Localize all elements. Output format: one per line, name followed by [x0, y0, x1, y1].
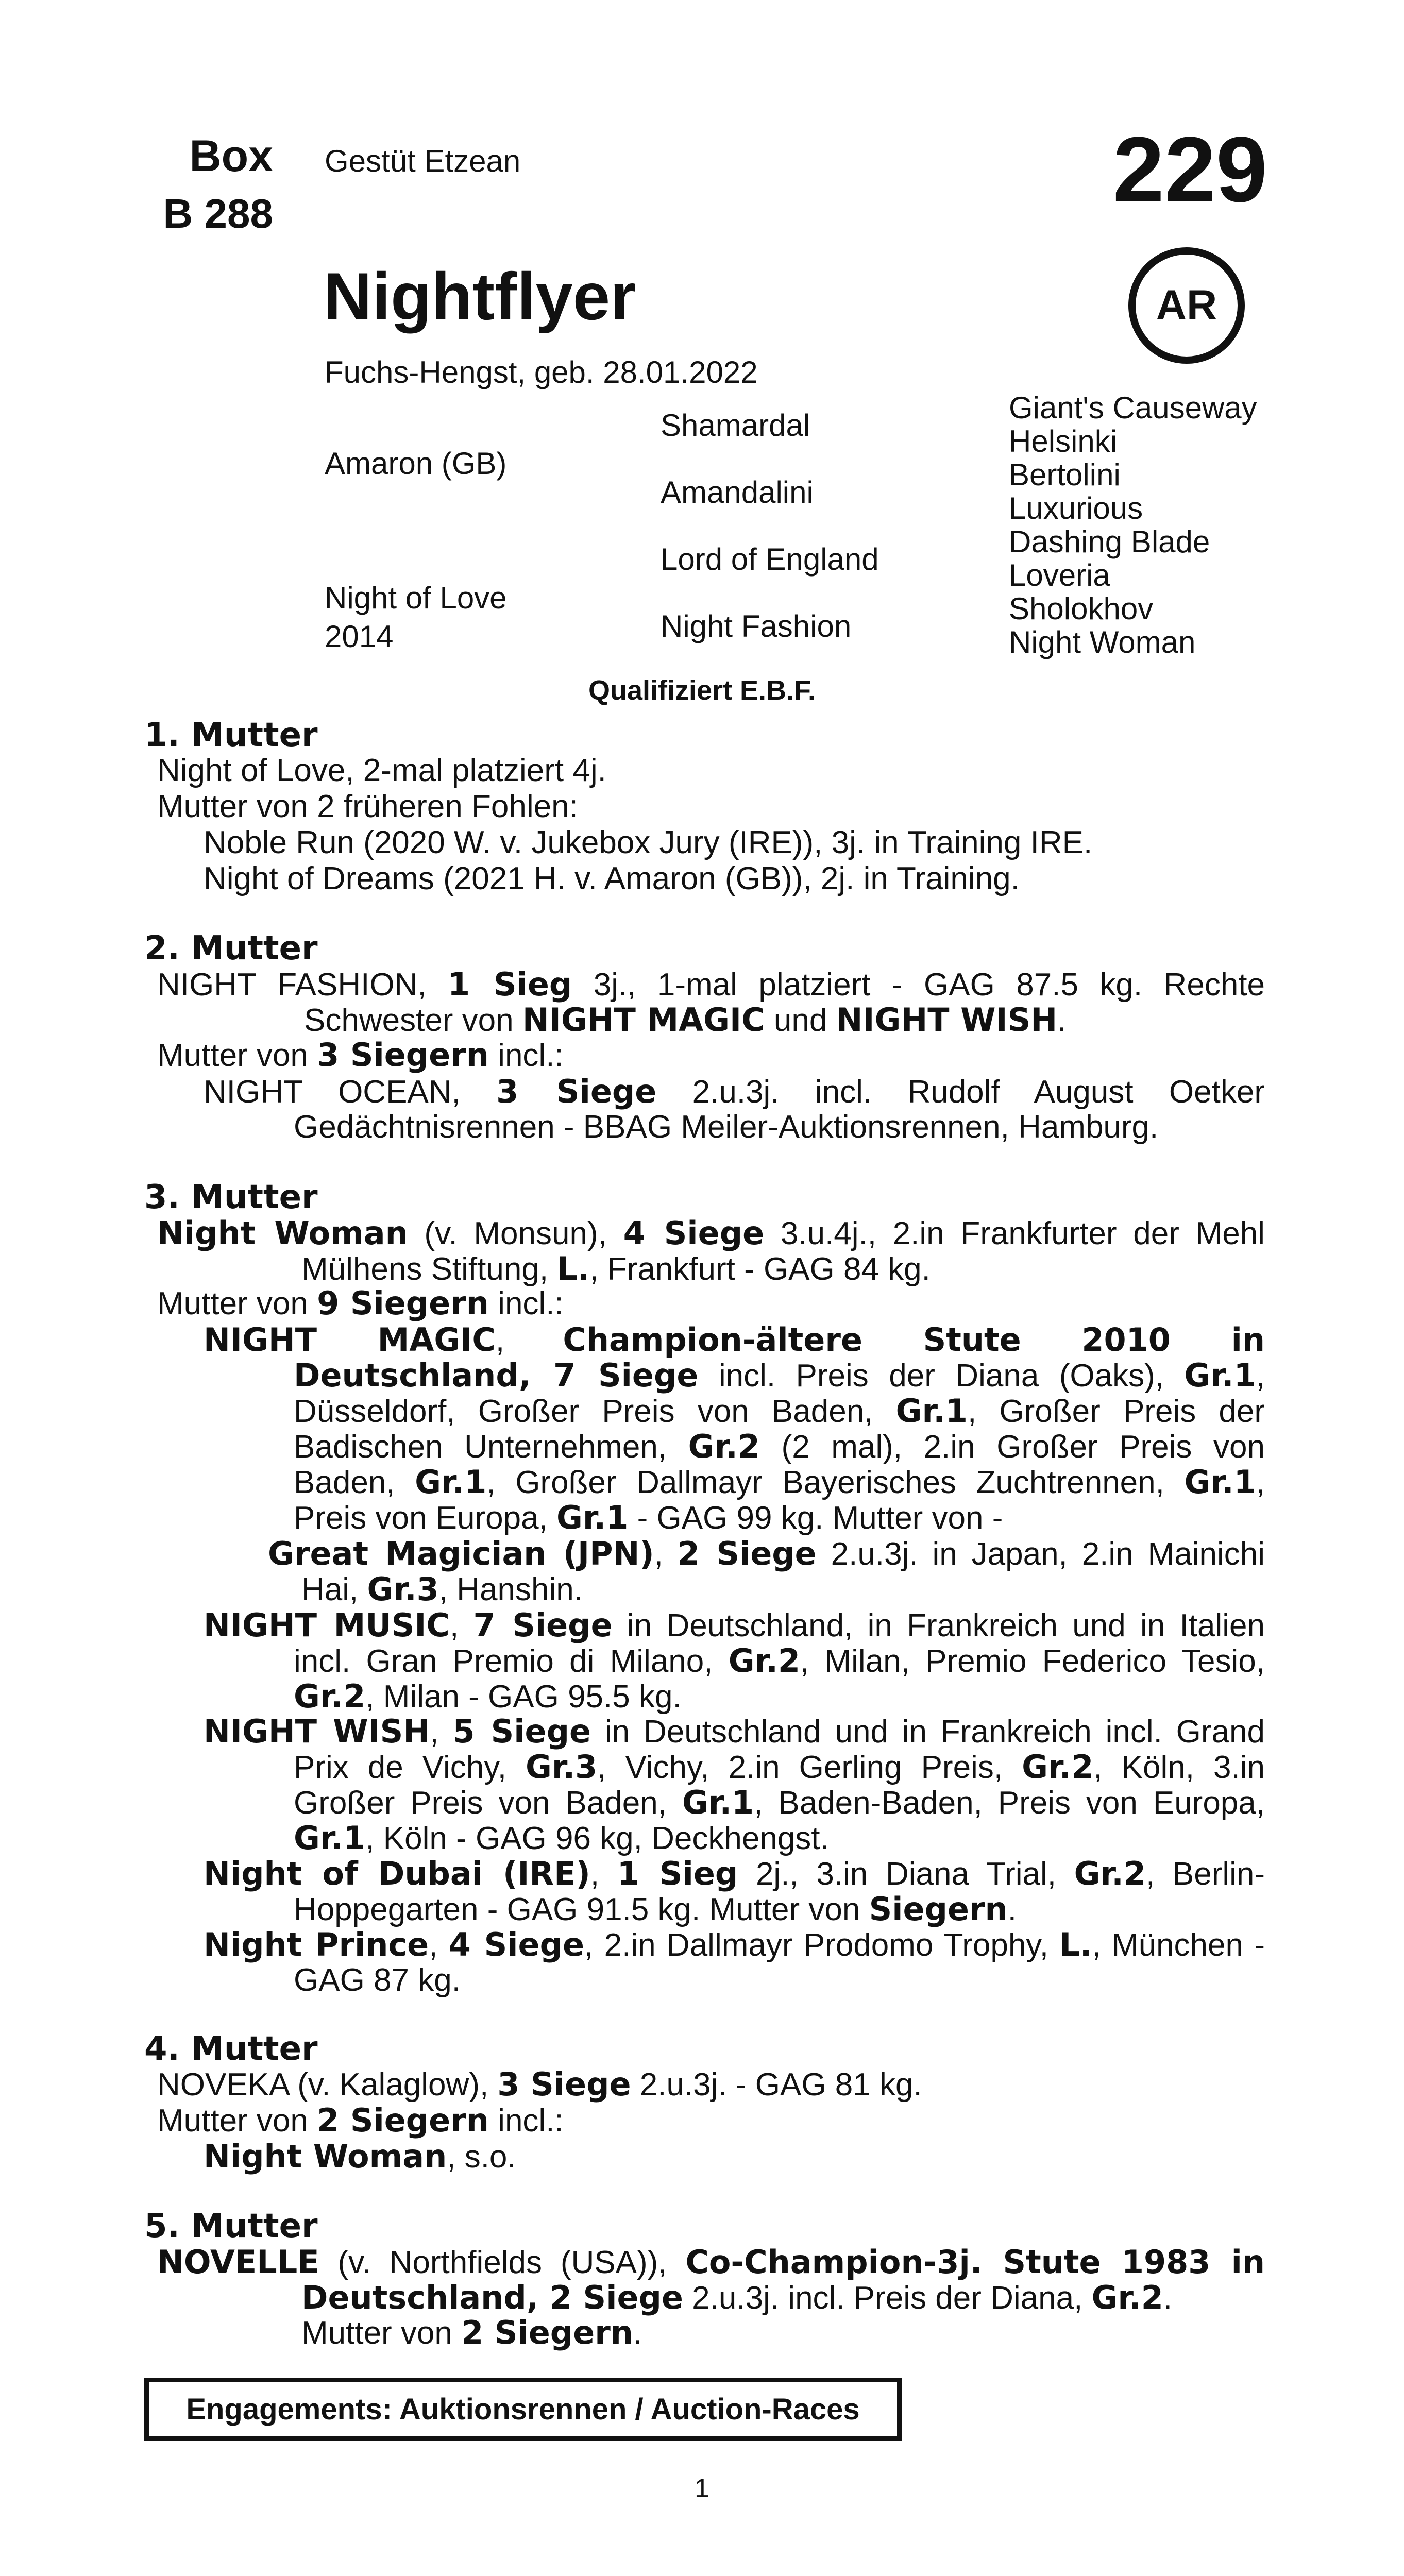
text: incl.: [488, 2103, 564, 2139]
text: NIGHT MAGIC [204, 1321, 496, 1359]
text: 2 Siegern [461, 2314, 633, 2351]
text: Gr.1 [682, 1784, 754, 1821]
page-number: 1 [695, 2473, 709, 2503]
text: NOVELLE [157, 2243, 319, 2281]
fourth-dam-heading: 4. Mutter [144, 2030, 318, 2068]
text: incl.: [488, 1286, 564, 1321]
text: 2.u.3j. in Japan, 2.in Mainichi Hai, [301, 1536, 1265, 1607]
pedigree-great-grandparent: Loveria [1009, 558, 1110, 592]
second-dam-entry [157, 967, 1265, 1038]
horse-description: Fuchs-Hengst, geb. 28.01.2022 [325, 355, 758, 389]
first-dam-heading: 1. Mutter [144, 716, 318, 754]
horse-name: Nightflyer [324, 259, 636, 334]
text: 2.u.3j. incl. Preis der Diana, [683, 2280, 1092, 2316]
text: L. [557, 1250, 590, 1287]
text: , Baden-Baden, Preis von Europa, [754, 1785, 1265, 1821]
text: 1 Sieg [617, 1855, 738, 1892]
text: (v. Monsun), [408, 1216, 623, 1251]
text: Mutter von [157, 1286, 317, 1321]
text: Great Magician (JPN) [268, 1535, 654, 1572]
text: . [1007, 1892, 1017, 1927]
text: , Berlin-Hoppegarten - GAG 91.5 kg. Mutter von [294, 1856, 1265, 1927]
first-dam-line: Mutter von 2 früheren Fohlen: [157, 789, 578, 824]
text: Gr.2 [1074, 1855, 1146, 1892]
text: (2 mal), 2.in Großer Preis von Baden, [294, 1429, 1265, 1500]
text: Night Woman [204, 2138, 447, 2175]
text: , Großer Dallmayr Bayerisches Zuchtrennen, [486, 1465, 1185, 1500]
third-dam-entry [157, 1216, 1265, 1287]
text: Gr.2 [728, 1642, 801, 1680]
fifth-dam-entry [157, 2245, 1265, 2316]
fourth-dam-produce-line [157, 2104, 564, 2138]
pedigree-great-grandparent: Giant's Causeway [1009, 391, 1257, 425]
text: Night Prince [204, 1926, 429, 1963]
text: NIGHT WISH [836, 1001, 1058, 1039]
text: Gr.1 [895, 1392, 968, 1430]
text: , [590, 1856, 617, 1892]
text: , 2.in Dallmayr Prodomo Trophy, [584, 1927, 1060, 1963]
pedigree-grandparent: Shamardal [661, 408, 810, 443]
text: Gr.1 [415, 1463, 487, 1501]
text: NIGHT WISH [204, 1713, 430, 1750]
text: Gr.1 [294, 1819, 366, 1857]
pedigree-dam: Night of Love [325, 581, 507, 615]
box-label: Box [189, 131, 273, 181]
text: , [430, 1714, 453, 1750]
pedigree-great-grandparent: Sholokhov [1009, 591, 1154, 626]
pedigree-great-grandparent: Bertolini [1009, 457, 1121, 492]
text: , Milan, Premio Federico Tesio, [800, 1643, 1265, 1679]
produce-entry-night-music [204, 1608, 1265, 1715]
text: 7 Siege [473, 1606, 613, 1644]
lot-number: 229 [1112, 118, 1267, 222]
fifth-dam-heading: 5. Mutter [144, 2207, 318, 2245]
engagements-label: Engagements: Auktionsrennen / Auction-Races [186, 2392, 860, 2426]
pedigree-grandparent: Amandalini [661, 475, 814, 510]
text: , Frankfurt - GAG 84 kg. [589, 1251, 931, 1287]
text: - GAG 99 kg. Mutter von - [628, 1500, 1003, 1536]
first-dam-foal: Noble Run (2020 W. v. Jukebox Jury (IRE)), 3j. in Training IRE. [204, 825, 1093, 860]
text: Siegern [869, 1890, 1008, 1928]
text: 9 Siegern [317, 1284, 489, 1322]
text: L. [1059, 1926, 1092, 1963]
text: 3j., 1-mal platziert - GAG 87.5 kg. Rechte Schwester von [304, 967, 1265, 1038]
produce-entry-night-magic [204, 1323, 1265, 1536]
text: , Milan - GAG 95.5 kg. [365, 1679, 682, 1715]
text: , München - GAG 87 kg. [294, 1927, 1265, 1998]
fourth-dam-produce-entry [204, 2140, 516, 2174]
pedigree-great-grandparent: Luxurious [1009, 491, 1143, 526]
pedigree-great-grandparent: Night Woman [1009, 625, 1196, 659]
text: Champion-ältere Stute 2010 in Deutschland, 7 Siege [294, 1321, 1265, 1394]
text: Gr.2 [1022, 1748, 1094, 1786]
produce-entry-night-prince [204, 1927, 1265, 1998]
text: , [495, 1323, 563, 1358]
text: , Köln - GAG 96 kg, Deckhengst. [365, 1821, 829, 1856]
pedigree-dam-year: 2014 [325, 619, 394, 654]
text: NIGHT MUSIC [204, 1606, 450, 1644]
text: Mutter von [157, 1038, 317, 1073]
text: 3 Siege [496, 1073, 657, 1110]
text: (v. Northfields (USA)), [319, 2245, 686, 2280]
breeder: Gestüt Etzean [325, 144, 521, 178]
first-dam-foal: Night of Dreams (2021 H. v. Amaron (GB)), 2j. in Training. [204, 861, 1020, 896]
text: Gr.1 [556, 1499, 629, 1536]
produce-entry-night-wish [204, 1714, 1265, 1856]
produce-entry-great-magician [268, 1536, 1265, 1607]
text: . [1163, 2280, 1173, 2316]
second-dam-produce-line [157, 1038, 564, 1073]
first-dam-line: Night of Love, 2-mal platziert 4j. [157, 753, 606, 788]
text: , Vichy, 2.in Gerling Preis, [597, 1750, 1022, 1785]
pedigree-sire: Amaron (GB) [325, 446, 507, 481]
fourth-dam-entry [157, 2067, 922, 2102]
text: Mutter von [157, 2103, 317, 2139]
text: NOVEKA (v. Kalaglow), [157, 2067, 498, 2103]
text: Co-Champion-3j. Stute 1983 in Deutschland, 2 Siege [301, 2243, 1265, 2316]
text: , [449, 1608, 473, 1643]
text: Night of Dubai (IRE) [204, 1855, 590, 1892]
text: 1 Sieg [448, 965, 572, 1003]
text: 2.u.3j. incl. Rudolf August Oetker Gedächtnisrennen - BBAG Meiler-Auktionsrennen, Hamburg. [294, 1074, 1265, 1145]
text: , Hanshin. [438, 1572, 583, 1607]
third-dam-heading: 3. Mutter [144, 1178, 318, 1216]
text: 5 Siege [452, 1713, 591, 1750]
text: in Deutschland und in Frankreich incl. Grand Prix de Vichy, [294, 1714, 1265, 1785]
text: 3 Siege [497, 2065, 631, 2103]
text: Gr.2 [294, 1677, 366, 1715]
text: , Großer Preis der Badischen Unternehmen, [294, 1394, 1265, 1465]
pedigree-grandparent: Night Fashion [661, 609, 852, 643]
text: , [654, 1536, 678, 1572]
ar-badge [1128, 247, 1245, 364]
pedigree-grandparent: Lord of England [661, 542, 879, 577]
text: Night Woman [157, 1214, 408, 1252]
qualification: Qualifiziert E.B.F. [588, 675, 816, 706]
text: Gr.3 [367, 1570, 439, 1608]
text: , Düsseldorf, Großer Preis von Baden, [294, 1358, 1265, 1429]
second-dam-heading: 2. Mutter [144, 929, 318, 968]
text: 2 Siege [677, 1535, 817, 1572]
text: , s.o. [447, 2139, 516, 2175]
pedigree-great-grandparent: Dashing Blade [1009, 524, 1210, 559]
text: Gr.3 [525, 1748, 598, 1786]
text: Gr.1 [1184, 1463, 1256, 1501]
text: Mutter von [301, 2315, 462, 2351]
text: incl. Preis der Diana (Oaks), [698, 1358, 1185, 1394]
engagements-box [144, 2378, 902, 2441]
text: 2.u.3j. - GAG 81 kg. [631, 2067, 922, 2103]
text: Gr.1 [1184, 1357, 1256, 1394]
text: . [633, 2315, 642, 2351]
text: NIGHT MAGIC [522, 1001, 765, 1039]
text: , Preis von Europa, [294, 1465, 1265, 1536]
box-number: B 288 [163, 191, 273, 236]
text: 2j., 3.in Diana Trial, [738, 1856, 1074, 1892]
fifth-dam-produce-line [301, 2316, 642, 2350]
text: 3 Siegern [317, 1036, 489, 1074]
text: , Köln, 3.in Großer Preis von Baden, [294, 1750, 1265, 1821]
text: 3.u.4j., 2.in Frankfurter der Mehl Mülhens Stiftung, [301, 1216, 1265, 1287]
text: incl.: [488, 1038, 564, 1073]
text: 4 Siege [623, 1214, 765, 1252]
text: und [765, 1003, 836, 1038]
third-dam-produce-line [157, 1286, 564, 1321]
text: NIGHT OCEAN, [204, 1074, 497, 1110]
text: in Deutschland, in Frankreich und in Italien incl. Gran Premio di Milano, [294, 1608, 1265, 1679]
text: NIGHT FASHION, [157, 967, 448, 1003]
text: Gr.2 [688, 1428, 760, 1465]
ar-badge-label: AR [1156, 282, 1217, 329]
text: 2 Siegern [317, 2102, 489, 2139]
text: , [429, 1927, 449, 1963]
text: Gr.2 [1091, 2279, 1163, 2316]
text: . [1057, 1003, 1067, 1038]
produce-entry-night-of-dubai [204, 1856, 1265, 1927]
pedigree-great-grandparent: Helsinki [1009, 424, 1118, 459]
second-dam-produce-entry [204, 1074, 1265, 1145]
text: 4 Siege [448, 1926, 585, 1963]
